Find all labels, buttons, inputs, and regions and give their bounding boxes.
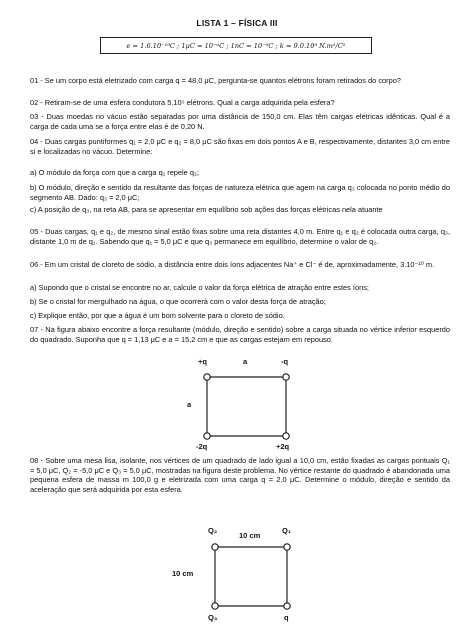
question-04a: a) O módulo da força com que a carga q₁ repele q₂;	[30, 168, 199, 177]
figure-square-charges-10cm	[170, 525, 320, 625]
question-02: 02 - Retiram-se de uma esfera condutora 5.10⁵ elétrons. Qual a carga adquirida pela esfera?	[30, 98, 335, 107]
charge-label-bottom-right: +2q	[276, 442, 290, 451]
question-04: 04 - Duas cargas puntiformes q₁ = 2,0 μC e q₂ = 8,0 μC são fixas em dois pontos A e B, respectivamente, distantes 3,0 cm entre si e localizadas no vácuo. Determine:	[30, 137, 450, 156]
charge-label-top-right: -q	[281, 357, 289, 366]
charge-label-q2: Q₂	[208, 526, 218, 535]
constants-box: e = 1.6.10⁻¹⁹C ; 1μC = 10⁻⁶C ; 1nC = 10⁻⁹C ; k = 9.0.10⁹ N.m²/C²	[100, 37, 372, 54]
figure-square-drawing	[180, 355, 320, 455]
question-04b: b) O módulo, direção e sentido da resultante das forças de natureza elétrica que agem na carga q₃ colocada no ponto médio do segmento AB. Dado: q₃ = 2,0 μC;	[30, 183, 450, 202]
charge-label-top-left: +q	[198, 357, 207, 366]
document-title: LISTA 1 – FÍSICA III	[196, 18, 278, 28]
question-06b: b) Se o cristal for mergulhado na água, o que ocorrerá com o valor desta força de atração;	[30, 297, 326, 306]
side-label-left-10cm: 10 cm	[172, 569, 194, 578]
question-06a: a) Supondo que o cristal se encontre no ar, calcule o valor da força elétrica de atração entre estes íons;	[30, 283, 369, 292]
question-08: 08 - Sobre uma mesa lisa, isolante, nos vértices de um quadrado de lado igual a 10,0 cm, estão fixadas as cargas pontuais Q₁ = 5,0 μC, Q₂ = -5,0 μC e Q₃ = 5,0 μC, mostradas na figura deste problema. No vértice restante do quadrado é abandonada uma pequena esfera de massa m 100,0 g e eletrizada com uma carga q = 2,0 μC. Determine o módulo, direção e sentido da aceleração que será adquirida por esta esfera.	[30, 456, 450, 494]
question-06: 06 - Em um cristal de cloreto de sódio, a distância entre dois íons adjacentes Na⁺ e Cl⁻ é de, aproximadamente, 3.10⁻¹⁰ m.	[30, 260, 435, 269]
charge-label-q3: Q₃	[208, 613, 218, 622]
question-04c: c) A posição de q₃, na reta AB, para se apresentar em equilíbrio sob ações das forças elétricas nela atuante	[30, 205, 383, 214]
side-label-top-10cm: 10 cm	[239, 531, 261, 540]
figure-square-charges	[180, 355, 320, 455]
question-01: 01 - Se um corpo está eletrizado com carga q = 48,0 μC, pergunta-se quantos elétrons foram retirados do corpo?	[30, 76, 401, 85]
question-07: 07 - Na figura abaixo encontre a força resultante (módulo, direção e sentido) sobre a carga situada no vértice inferior esquerdo do quadrado. Suponha que q = 1,13 μC e a = 15,2 cm e que as cargas estejam em repouso.	[30, 325, 450, 344]
question-06c: c) Explique então, por que a água é um bom solvente para o cloreto de sódio.	[30, 311, 285, 320]
charge-label-q1: Q₁	[282, 526, 291, 535]
side-label-top: a	[243, 357, 248, 366]
question-03: 03 - Duas moedas no vácuo estão separadas por uma distância de 150,0 cm. Elas têm cargas elétricas idênticas. Qual é a carga de cada uma se a força entre elas é de 0,20 N.	[30, 112, 450, 131]
question-05: 05 - Duas cargas, q₁ e q₂, de mesmo sinal estão fixas sobre uma reta distantes 4,0 m. Entre q₁ e q₂ é colocada outra carga, q₃, distante 1,0 m de q₁. Sabendo que q₁ = 5,0 μC e que q₃ permanece em equilíbrio, determine o valor de q₂.	[30, 227, 450, 246]
charge-label-bottom-left: -2q	[196, 442, 208, 451]
charge-label-q: q	[284, 613, 289, 622]
side-label-left: a	[187, 400, 192, 409]
